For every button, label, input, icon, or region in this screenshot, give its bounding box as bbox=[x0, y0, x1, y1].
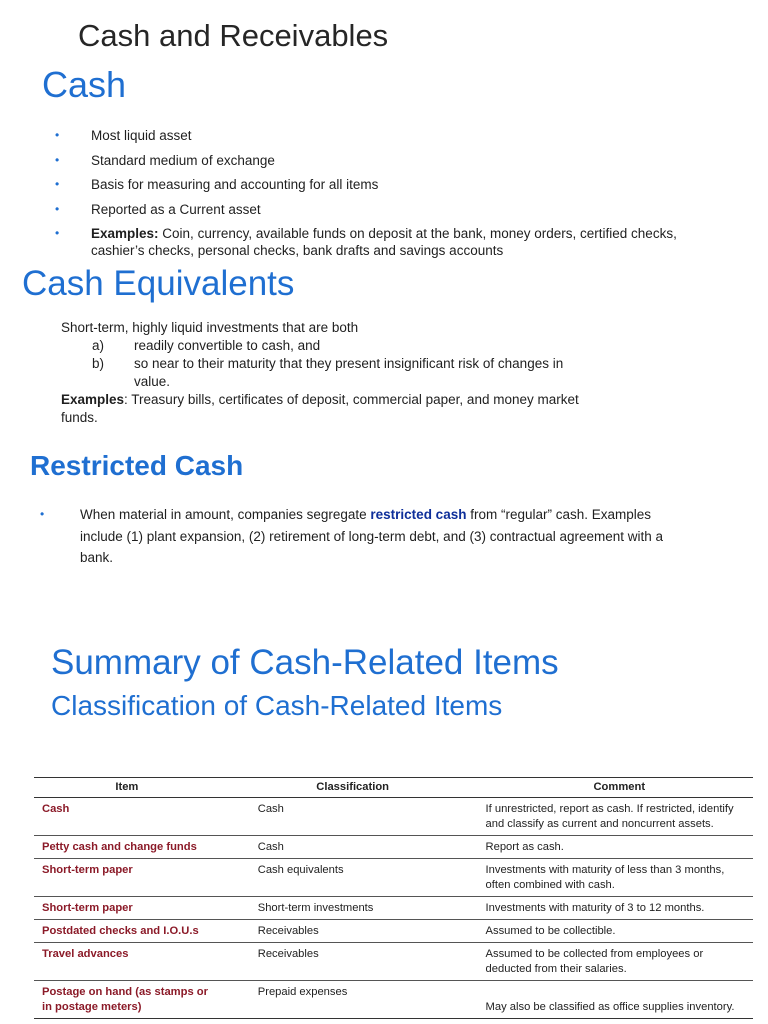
table-row bbox=[34, 836, 753, 859]
cell-comment: If unrestricted, report as cash. If restricted, identify and classify as current and noncurrent assets. bbox=[486, 798, 753, 836]
cell-item: Travel advances bbox=[34, 943, 220, 981]
table-header-row bbox=[34, 778, 753, 798]
cash-equivalents-body bbox=[61, 319, 581, 427]
cash-bullet-list bbox=[54, 127, 714, 267]
cash-examples bbox=[91, 225, 714, 259]
cell-comment: Assumed to be collectible. bbox=[486, 920, 753, 943]
item-text: readily convertible to cash, and bbox=[134, 338, 321, 353]
cell-classification: Receivables bbox=[220, 920, 486, 943]
restricted-cash-heading: Restricted Cash bbox=[30, 450, 244, 481]
cell-classification: Receivables bbox=[220, 943, 486, 981]
bullet-text: Standard medium of exchange bbox=[91, 152, 275, 168]
cash-equivalents-examples bbox=[61, 391, 581, 427]
cell-classification: Cash bbox=[220, 836, 486, 859]
cell-classification: Cash bbox=[220, 798, 486, 836]
bullet-icon: • bbox=[55, 128, 60, 142]
cell-item: Short-term paper bbox=[34, 897, 220, 920]
bullet-icon: • bbox=[55, 201, 60, 216]
list-item bbox=[54, 225, 714, 259]
column-header-comment: Comment bbox=[486, 778, 753, 798]
list-item bbox=[54, 152, 714, 169]
examples-label: Examples bbox=[61, 392, 125, 407]
item-text: so near to their maturity that they present insignificant risk of changes in value. bbox=[134, 356, 564, 389]
bullet-text: Basis for measuring and accounting for all items bbox=[91, 177, 379, 192]
summary-heading: Summary of Cash-Related Items bbox=[51, 643, 559, 682]
cell-classification: Short-term investments bbox=[220, 897, 486, 920]
item-letter: a) bbox=[92, 338, 105, 353]
text-after: from “regular” cash. Examples include (1) plant expansion, (2) retirement of long-term debt, and (3) contractual agreement with a bank. bbox=[80, 507, 664, 565]
page-title: Cash and Receivables bbox=[78, 18, 389, 53]
table-row bbox=[34, 798, 753, 836]
cell-item: Postage on hand (as stamps or in postage meters) bbox=[34, 981, 220, 1019]
bullet-text: Reported as a Current asset bbox=[91, 201, 261, 217]
text-before: When material in amount, companies segregate bbox=[80, 507, 371, 522]
cell-classification: Cash equivalents bbox=[220, 859, 486, 897]
table-row bbox=[34, 859, 753, 897]
list-item bbox=[61, 337, 581, 355]
examples-text: : Treasury bills, certificates of deposit, commercial paper, and money market funds. bbox=[61, 392, 579, 425]
cash-heading: Cash bbox=[42, 64, 127, 105]
item-letter: b) bbox=[92, 356, 105, 371]
examples-label: Examples: bbox=[91, 226, 159, 241]
restricted-cash-body bbox=[40, 504, 680, 569]
cell-comment: Investments with maturity of less than 3 months, often combined with cash. bbox=[486, 859, 753, 897]
column-header-item: Item bbox=[34, 778, 220, 798]
table-row bbox=[34, 920, 753, 943]
table-row bbox=[34, 897, 753, 920]
bullet-text: Most liquid asset bbox=[91, 128, 192, 143]
cell-item: Petty cash and change funds bbox=[34, 836, 220, 859]
cell-comment: Assumed to be collected from employees or deducted from their salaries. bbox=[486, 943, 753, 981]
cash-equivalents-intro: Short-term, highly liquid investments that are both bbox=[61, 320, 359, 335]
cash-equivalents-heading: Cash Equivalents bbox=[22, 264, 295, 303]
list-item bbox=[54, 127, 714, 144]
table-row bbox=[34, 943, 753, 981]
cell-item: Short-term paper bbox=[34, 859, 220, 897]
restricted-cash-highlight: restricted cash bbox=[370, 507, 467, 522]
cell-comment: Report as cash. bbox=[486, 836, 753, 859]
bullet-icon: • bbox=[40, 507, 45, 521]
bullet-icon: • bbox=[55, 226, 60, 240]
restricted-cash-text bbox=[80, 504, 680, 569]
list-item bbox=[54, 176, 714, 193]
column-header-classification: Classification bbox=[220, 778, 486, 798]
examples-text: Coin, currency, available funds on deposit at the bank, money orders, certified checks, cashier’s checks, personal checks, bank drafts and savings accounts bbox=[91, 226, 677, 258]
cell-item: Cash bbox=[34, 798, 220, 836]
cell-comment: May also be classified as office supplies inventory. bbox=[486, 981, 753, 1019]
list-item bbox=[54, 201, 714, 218]
list-item bbox=[61, 355, 581, 391]
summary-subheading: Classification of Cash-Related Items bbox=[51, 690, 503, 721]
bullet-icon: • bbox=[55, 177, 60, 191]
bullet-icon: • bbox=[55, 152, 60, 167]
cell-item: Postdated checks and I.O.U.s bbox=[34, 920, 220, 943]
cell-classification: Prepaid expenses bbox=[220, 981, 486, 1019]
classification-table bbox=[34, 777, 753, 1019]
cell-comment: Investments with maturity of 3 to 12 months. bbox=[486, 897, 753, 920]
table-row bbox=[34, 981, 753, 1019]
